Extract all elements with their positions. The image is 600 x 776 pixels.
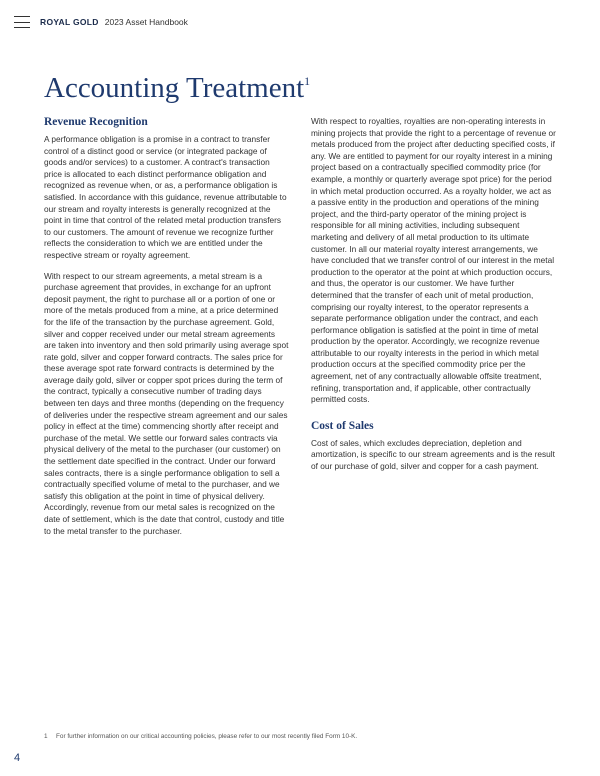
footnote-number: 1 (44, 733, 48, 740)
footnote-text: For further information on our critical accounting policies, please refer to our most recently filed Form 10-K. (56, 733, 358, 740)
hamburger-menu-icon[interactable] (14, 16, 30, 28)
cost-of-sales-heading: Cost of Sales (311, 419, 374, 432)
document-title: 2023 Asset Handbook (104, 17, 188, 27)
top-bar (14, 14, 188, 30)
revenue-paragraph-3: With respect to royalties, royalties are non-operating interests in mining projects that provide the right to a percentage of revenue or metals produced from the project after deducting specified costs, if any. We are entitled to payment for our royalty interest in a mining project based on a contractually specified commodity price (for example, a monthly or quarterly average spot price) for the period in which metal production occurred. As a royalty holder, we act as a passive entity in the production and operations of the mining project, and the third-party operator of the mining project is responsible for all mining activities, including subsequent marketing and delivery of all metal production to its ultimate customer. In all our material royalty interest arrangements, we have concluded that we transfer control of our interest in the metal production to the operator at the point at which production occurs, and thus, the operator is our customer. We have further determined that the transfer of each unit of metal production, comprising our royalty interest, to the operator represents a separate performance obligation under the contract, and each performance obligation is satisfied at the point in time of metal production by the operator. Accordingly, we recognize revenue attributable to our royalty interests in the period in which metal production occurs at the specified commodity price per the agreement, net of any contractually allowable offsite treatment, refining, transportation and, if applicable, other contractually permitted costs. (311, 116, 556, 405)
revenue-recognition-heading: Revenue Recognition (44, 116, 148, 128)
brand-name: ROYAL GOLD (40, 17, 99, 27)
page-number: 4 (14, 752, 21, 764)
page-title (44, 72, 310, 105)
left-column (44, 116, 289, 546)
title-footnote-ref: 1 (304, 74, 311, 88)
right-column (311, 116, 556, 482)
cost-of-sales-paragraph: Cost of sales, which excludes depreciation, depletion and amortization, is specific to our stream agreements and is the result of our purchase of gold, silver and copper for a cash payment. (311, 437, 555, 472)
page-title-text: Accounting Treatment (44, 72, 305, 104)
footnote (44, 733, 554, 740)
revenue-paragraph-2: With respect to our stream agreements, a metal stream is a purchase agreement that provides, in exchange for an upfront deposit payment, the right to purchase all or a portion of one or more of the metals produced from a mine, at a price determined for the life of the transaction by the purchase agreement. Gold, silver and copper received under our metal stream agreements are taken into inventory and then sold primarily using average spot rate gold, silver and copper forward contracts. The sales price for these average spot rate forward contracts is determined by the average daily gold, silver or copper spot prices during the term of the contract, typically a consecutive number of trading days between ten days and three months (depending on the frequency of deliveries under the respective stream agreement and our sales policy in effect at the time) commencing shortly after receipt and purchase of the metal. We settle our forward sales contracts via physical delivery of the metal to the purchaser (our customer) on the settlement date specified in the contract. Under our forward sales contracts, there is a single performance obligation to sell a contractually specified volume of metal to the purchaser, and we satisfy this obligation at the point in time of physical delivery. Accordingly, revenue from our metal sales is recognized on the date of settlement, which is the date that control, custody and title to the metal transfer to the purchaser. (44, 270, 289, 536)
revenue-paragraph-1: A performance obligation is a promise in a contract to transfer control of a distinct good or service (or integrated package of goods and/or services) to a customer. A contract's transaction price is allocated to each distinct performance obligation and recognized as revenue when, or as, a performance obligation is satisfied. In accordance with this guidance, revenue attributable to our stream and royalty interests is generally recognized at the point in time that control of the related metal production transfers to our customers. The amount of revenue we recognize further reflects the consideration to which we are entitled under the respective stream or royalty agreement. (44, 134, 287, 260)
